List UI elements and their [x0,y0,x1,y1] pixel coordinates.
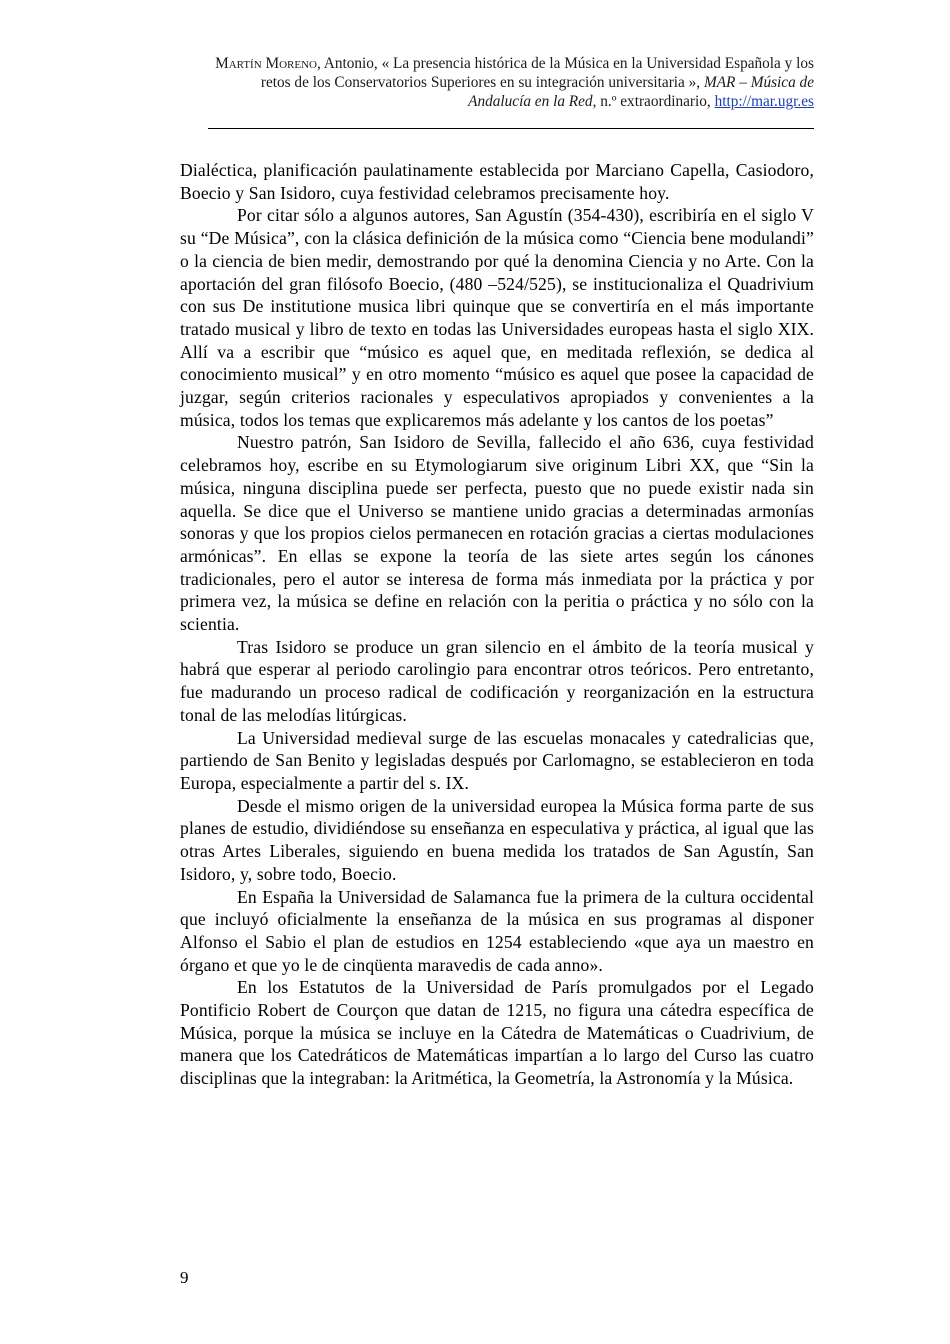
paragraph: Tras Isidoro se produce un gran silencio en el ámbito de la teoría musical y habrá que esperar al periodo carolingio para encontrar otros teóricos. Pero entretanto, fue madurando un proceso radical de codificación y reorganización en la estructura tonal de las melodías litúrgicas. [180,636,814,725]
page-number: 9 [180,1268,189,1287]
header-issue-text: , n.º extraordinario, [592,93,715,110]
paragraph: Por citar sólo a algunos autores, San Agustín (354-430), escribiría en el siglo V su “De Música”, con la clásica definición de la música como “Ciencia bene modulandi” o la ciencia de bien medir, demostrando por qué la denomina Ciencia y no Arte. Con la aportación del gran filósofo Boecio, (480 –524/525), se institucionaliza el Quadrivium con sus De institutione musica libri quinque que se convertiría en el más importante tratado musical y libro de texto en todas las Universidades europeas hasta el siglo XIX. Allí va a escribir que “músico es aquel que, en meditada reflexión, se dedica al conocimiento musical” y en otro momento “músico es aquel que posee la capacidad de juzgar, según criterios racionales y especulativos apropiados y convenientes a la música, todos los temas que explicaremos más adelante y los cantos de los poetas” [180,205,814,430]
paragraph: La Universidad medieval surge de las escuelas monacales y catedralicias que, partiendo de San Benito y legisladas después por Carlomagno, se establecieron en toda Europa, especialmente a partir del s. IX. [180,727,814,793]
header-citation-text: , Antonio, « La presencia histórica de la Música en la Universidad Española y los retos de los Conservatorios Superiores en su integración universitaria », [260,55,814,91]
header-author: Martín Moreno [215,55,317,72]
paragraph: En los Estatutos de la Universidad de París promulgados por el Legado Pontificio Robert de Courçon que datan de 1215, no figura una cátedra específica de Música, porque la música se incluye en la Cátedra de Matemáticas o Cuadrivium, de manera que los Catedráticos de Matemáticas impartían a lo largo del Curso las cuatro disciplinas que la integraban: la Aritmética, la Geometría, la Astronomía y la Música. [180,977,814,1089]
main-text [180,159,814,1090]
paragraph: Dialéctica, planificación paulatinamente establecida por Marciano Capella, Casiodoro, Boecio y San Isidoro, cuya festividad celebramos precisamente hoy. [180,160,814,203]
header-divider [208,128,814,129]
paragraph: Desde el mismo origen de la universidad europea la Música forma parte de sus planes de estudio, dividiéndose su enseñanza en especulativa y práctica, al igual que las otras Artes Liberales, siguiendo en buena medida los tratados de San Agustín, San Isidoro, y, sobre todo, Boecio. [180,795,814,884]
paragraph: En España la Universidad de Salamanca fue la primera de la cultura occidental que incluyó oficialmente la enseñanza de la música en sus programas al disponer Alfonso el Sabio el plan de estudios en 1254 estableciendo «que aya un maestro en órgano et que yo le de cinqüenta maravedis de cada anno». [180,886,814,975]
header-journal-title: MAR – Música de Andalucía en la Red [468,74,814,110]
paragraph: Nuestro patrón, San Isidoro de Sevilla, fallecido el año 636, cuya festividad celebramos hoy, escribe en su Etymologiarum sive originum Libri XX, que “Sin la música, ninguna disciplina puede ser perfecta, puesto que no puede existir nada sin aquella. Se dice que el Universo se mantiene unido gracias a determinadas armonías sonoras y que los propios cielos permanecen en rotación gracias a ciertas modulaciones armónicas”. En ellas se expone la teoría de las siete artes según los cánones tradicionales, pero el autor se interesa de forma más inmediata por la práctica y por primera vez, la música se define en relación con la peritia o práctica y no sólo con la scientia. [180,432,814,635]
running-header [196,54,814,111]
header-journal-link[interactable]: http://mar.ugr.es [714,93,814,110]
